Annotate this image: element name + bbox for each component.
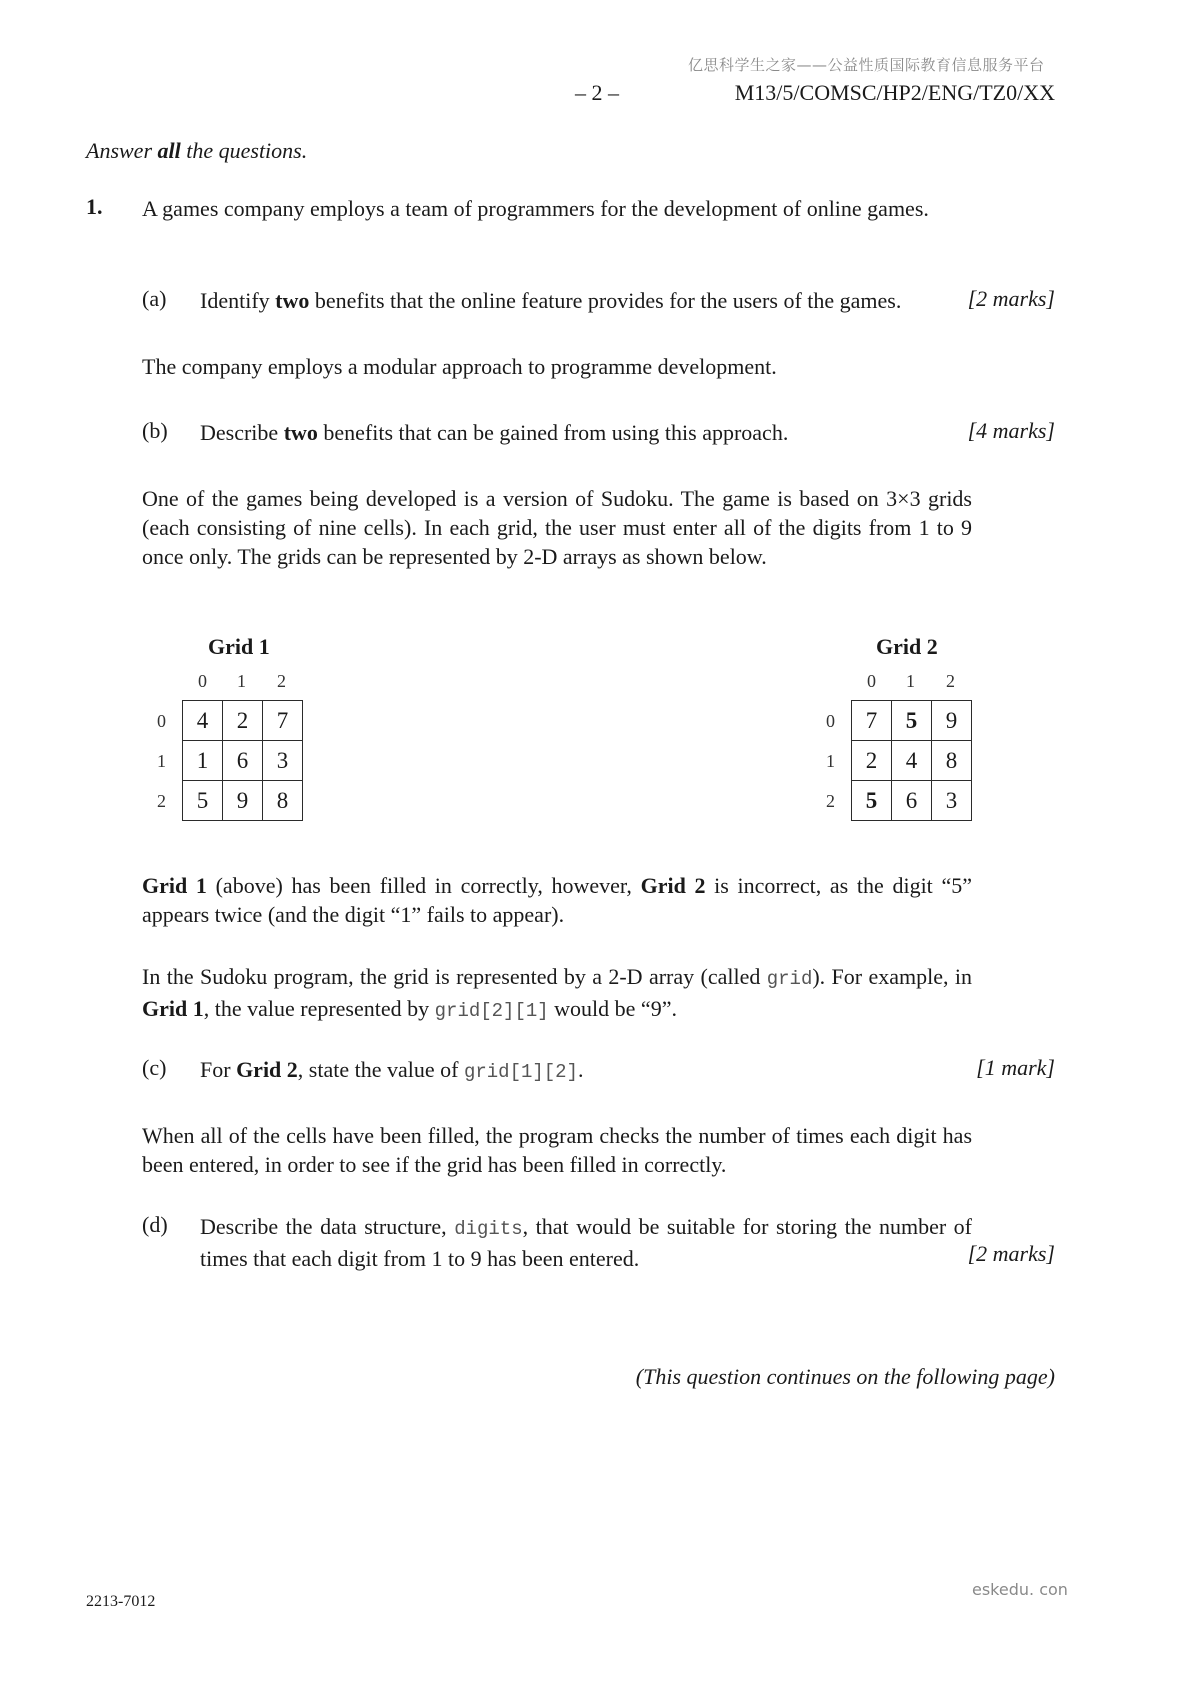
grid-2-col-index: 1 [906, 671, 915, 691]
part-b-text: Describe two benefits that can be gained from using this approach. [200, 420, 789, 445]
grid-cell: 4 [892, 741, 932, 781]
part-c-label: (c) [142, 1055, 167, 1080]
page-number: – 2 – [575, 80, 619, 105]
code-grid-index: grid[1][2] [463, 1061, 578, 1083]
part-c-text: For Grid 2, state the value of grid[1][2]. [200, 1057, 584, 1083]
part-d-text: Describe the data structure, digits, that would be suitable for storing the number of times that each digit from 1 to 9 has been entered. [200, 1214, 972, 1271]
grid-cell: 1 [183, 741, 223, 781]
instructions: Answer all the questions. [86, 138, 308, 163]
grid-1-row-index: 2 [157, 791, 166, 811]
footer-code: 2213-7012 [86, 1593, 156, 1610]
grid-cell: 6 [892, 781, 932, 821]
grid-cell: 5 [183, 781, 223, 821]
grid-2-col-index: 2 [946, 671, 955, 691]
grid-cell: 8 [263, 781, 303, 821]
part-a-marks: [2 marks] [967, 286, 1055, 311]
array-explanation: In the Sudoku program, the grid is represented by a 2-D array (called grid). For example, in Grid 1, the value represented by grid[2][1] would be “9”. [142, 964, 972, 1022]
grid-2-title: Grid 2 [876, 634, 938, 659]
part-b-label: (b) [142, 418, 168, 443]
grid-1-row-index: 0 [157, 711, 166, 731]
modular-text: The company employs a modular approach to programme development. [142, 354, 777, 379]
code-digits: digits [454, 1218, 523, 1240]
grid-cell: 6 [223, 741, 263, 781]
question-stem: A games company employs a team of programmers for the development of online games. [142, 196, 929, 221]
grid-1-table [182, 700, 303, 821]
grid-cell: 7 [263, 701, 303, 741]
grid-cell: 9 [223, 781, 263, 821]
grid-cell: 4 [183, 701, 223, 741]
sudoku-description: One of the games being developed is a version of Sudoku. The game is based on 3×3 grids (each consisting of nine cells). In each grid, the user must enter all of the digits from 1 to 9 once only. The grids can be represented by 2-D arrays as shown below. [142, 486, 972, 569]
cells-explanation: When all of the cells have been filled, the program checks the number of times each digit has been entered, in order to see if the grid has been filled in correctly. [142, 1123, 972, 1177]
grid-cell-duplicate: 5 [892, 701, 932, 741]
grid-cell: 2 [223, 701, 263, 741]
paper-code: M13/5/COMSC/HP2/ENG/TZ0/XX [734, 80, 1055, 105]
grid-2-row-index: 0 [826, 711, 835, 731]
grid-2-row-index: 2 [826, 791, 835, 811]
part-d-label: (d) [142, 1212, 168, 1237]
grid-2-col-index: 0 [867, 671, 876, 691]
watermark-footer: eskedu. con [972, 1580, 1068, 1599]
grid-2-row-index: 1 [826, 751, 835, 771]
continuation-note: (This question continues on the following page) [635, 1364, 1055, 1389]
grid-1-title: Grid 1 [208, 634, 270, 659]
part-d-marks: [2 marks] [967, 1241, 1055, 1266]
part-c-marks: [1 mark] [976, 1055, 1055, 1080]
grid-cell: 2 [852, 741, 892, 781]
part-a-label: (a) [142, 286, 167, 311]
grid-cell: 9 [932, 701, 972, 741]
watermark-header: 亿思科学生之家——公益性质国际教育信息服务平台 [688, 56, 1045, 74]
grid-cell: 3 [263, 741, 303, 781]
grid-1-col-index: 2 [277, 671, 286, 691]
grid-cell: 8 [932, 741, 972, 781]
grid-cell-duplicate: 5 [852, 781, 892, 821]
grid-cell: 3 [932, 781, 972, 821]
grid-1-row-index: 1 [157, 751, 166, 771]
code-grid: grid [766, 968, 813, 990]
grid-explanation: Grid 1 (above) has been filled in correctly, however, Grid 2 is incorrect, as the digit “5” appears twice (and the digit “1” fails to appear). [142, 873, 973, 927]
grid-1-col-index: 0 [198, 671, 207, 691]
code-grid-index: grid[2][1] [434, 1000, 549, 1022]
grid-1-col-index: 1 [237, 671, 246, 691]
grid-cell: 7 [852, 701, 892, 741]
part-b-marks: [4 marks] [967, 418, 1055, 443]
part-a-text: Identify two benefits that the online feature provides for the users of the games. [200, 288, 902, 313]
grid-2-table [851, 700, 972, 821]
question-number: 1. [86, 194, 103, 219]
